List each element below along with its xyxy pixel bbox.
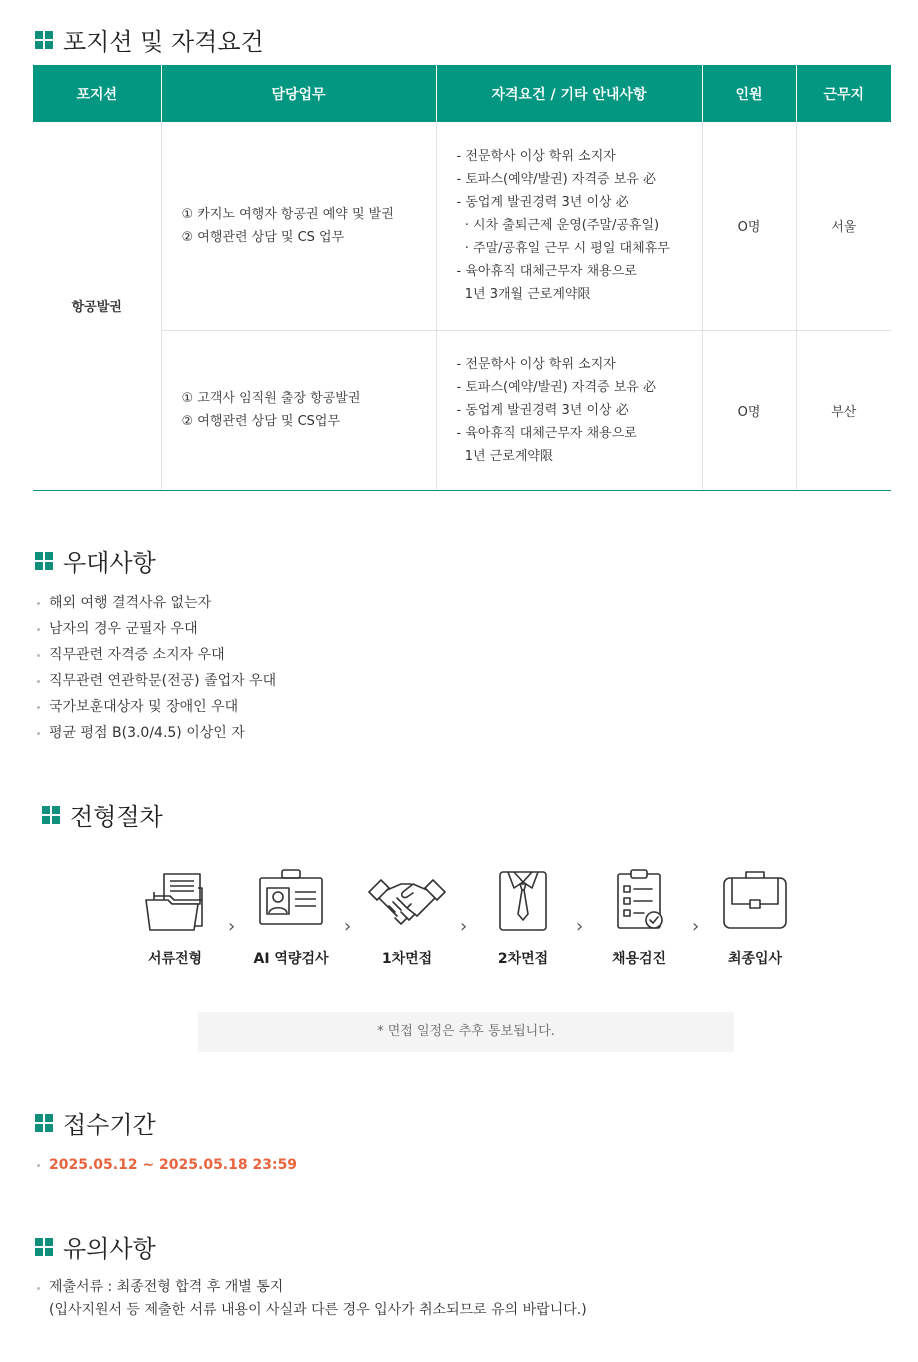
step-label: 최종입사 bbox=[727, 951, 783, 967]
list-item: 국가보훈대상자 및 장애인 우대 bbox=[35, 694, 276, 720]
section-title-positions bbox=[35, 22, 264, 57]
duty-line: ② 여행관련 상담 및 CS 업무 bbox=[181, 229, 345, 245]
requirement-line: 1년 근로계약限 bbox=[456, 448, 553, 464]
notice-line: (입사지원서 등 제출한 서류 내용이 사실과 다른 경우 입사가 취소되므로 유의 바랍니다.) bbox=[49, 1302, 587, 1318]
requirement-line: - 전문학사 이상 학위 소지자 bbox=[456, 356, 616, 372]
chevron-right-icon: › bbox=[344, 916, 352, 937]
header-count: 인원 bbox=[702, 65, 796, 122]
clipboard-check-icon bbox=[604, 868, 674, 934]
duties-cell bbox=[161, 330, 436, 490]
chevron-right-icon: › bbox=[576, 916, 584, 937]
application-period: 2025.05.12 ~ 2025.05.18 23:59 bbox=[35, 1152, 297, 1178]
grid-squares-icon bbox=[42, 806, 60, 824]
shirt-tie-icon bbox=[488, 868, 558, 934]
position-cell: 항공발권 bbox=[33, 122, 161, 490]
chevron-right-icon: › bbox=[228, 916, 236, 937]
chevron-right-icon: › bbox=[692, 916, 700, 937]
requirements-cell bbox=[436, 330, 702, 490]
step-document-screening bbox=[130, 868, 220, 968]
folder-icon bbox=[140, 868, 210, 934]
list-item: 직무관련 자격증 소지자 우대 bbox=[35, 642, 276, 668]
location-cell: 서울 bbox=[796, 122, 891, 330]
requirement-line: · 주말/공휴일 근무 시 평일 대체휴무 bbox=[456, 241, 670, 257]
grid-squares-icon bbox=[35, 31, 53, 49]
step-ai-assessment bbox=[246, 868, 336, 968]
requirements-cell bbox=[436, 122, 702, 330]
section-title-period-label: 접수기간 bbox=[63, 1111, 156, 1139]
section-title-preferences bbox=[35, 543, 156, 578]
id-card-icon bbox=[256, 868, 326, 934]
table-row bbox=[33, 122, 891, 330]
duties-cell bbox=[161, 122, 436, 330]
requirement-line: - 동업계 발권경력 3년 이상 必 bbox=[456, 195, 629, 211]
preferences-list bbox=[35, 590, 276, 746]
requirement-line: - 전문학사 이상 학위 소지자 bbox=[456, 149, 616, 165]
header-requirements: 자격요건 / 기타 안내사항 bbox=[436, 65, 702, 122]
chevron-right-icon: › bbox=[460, 916, 468, 937]
requirement-line: - 육아휴직 대체근무자 채용으로 bbox=[456, 425, 637, 441]
header-duties: 담당업무 bbox=[161, 65, 436, 122]
duty-line: ① 고객사 임직원 출장 항공발권 bbox=[181, 391, 361, 406]
section-title-preferences-label: 우대사항 bbox=[63, 549, 156, 577]
list-item: 직무관련 연관학문(전공) 졸업자 우대 bbox=[35, 668, 276, 694]
section-title-positions-label: 포지션 및 자격요건 bbox=[63, 28, 264, 56]
step-label: 1차면접 bbox=[381, 951, 433, 967]
list-item: 남자의 경우 군필자 우대 bbox=[35, 616, 276, 642]
section-title-notice-label: 유의사항 bbox=[63, 1235, 156, 1263]
section-title-process-label: 전형절차 bbox=[70, 803, 163, 831]
section-title-notice bbox=[35, 1229, 156, 1264]
duty-line: ② 여행관련 상담 및 CS업무 bbox=[181, 414, 341, 429]
process-note: * 면접 일정은 추후 통보됩니다. bbox=[198, 1012, 734, 1052]
location-cell: 부산 bbox=[796, 330, 891, 490]
positions-table bbox=[33, 65, 891, 491]
table-row bbox=[33, 330, 891, 490]
step-second-interview bbox=[478, 868, 568, 968]
process-steps bbox=[130, 868, 810, 978]
count-cell: O명 bbox=[702, 330, 796, 490]
list-item: 평균 평점 B(3.0/4.5) 이상인 자 bbox=[35, 720, 276, 746]
header-position: 포지션 bbox=[33, 65, 161, 122]
grid-squares-icon bbox=[35, 1114, 53, 1132]
requirement-line: - 육아휴직 대체근무자 채용으로 bbox=[456, 264, 637, 280]
step-label: AI 역량검사 bbox=[253, 951, 329, 967]
handshake-icon bbox=[367, 868, 447, 934]
step-health-check bbox=[594, 868, 684, 968]
header-location: 근무지 bbox=[796, 65, 891, 122]
briefcase-icon bbox=[720, 868, 790, 934]
list-item: 해외 여행 결격사유 없는자 bbox=[35, 590, 276, 616]
step-label: 채용검진 bbox=[611, 951, 667, 967]
requirement-line: 1년 3개월 근로계약限 bbox=[456, 287, 591, 303]
table-header-row bbox=[33, 65, 891, 122]
count-cell: O명 bbox=[702, 122, 796, 330]
requirement-line: · 시차 출퇴근제 운영(주말/공휴일) bbox=[456, 218, 660, 234]
step-first-interview bbox=[362, 868, 452, 968]
notice-list bbox=[35, 1276, 587, 1322]
section-title-process bbox=[42, 797, 163, 832]
step-final-hire bbox=[710, 868, 800, 968]
grid-squares-icon bbox=[35, 552, 53, 570]
duty-line: ① 카지노 여행자 항공권 예약 및 발권 bbox=[181, 206, 394, 222]
requirement-line: - 토파스(예약/발권) 자격증 보유 必 bbox=[456, 172, 656, 188]
section-title-period bbox=[35, 1105, 156, 1140]
notice-line: 제출서류 : 최종전형 합격 후 개별 통지 bbox=[49, 1279, 284, 1295]
step-label: 서류전형 bbox=[147, 951, 203, 967]
step-label: 2차면접 bbox=[497, 951, 549, 967]
requirement-line: - 토파스(예약/발권) 자격증 보유 必 bbox=[456, 379, 656, 395]
requirement-line: - 동업계 발권경력 3년 이상 必 bbox=[456, 402, 629, 418]
grid-squares-icon bbox=[35, 1238, 53, 1256]
